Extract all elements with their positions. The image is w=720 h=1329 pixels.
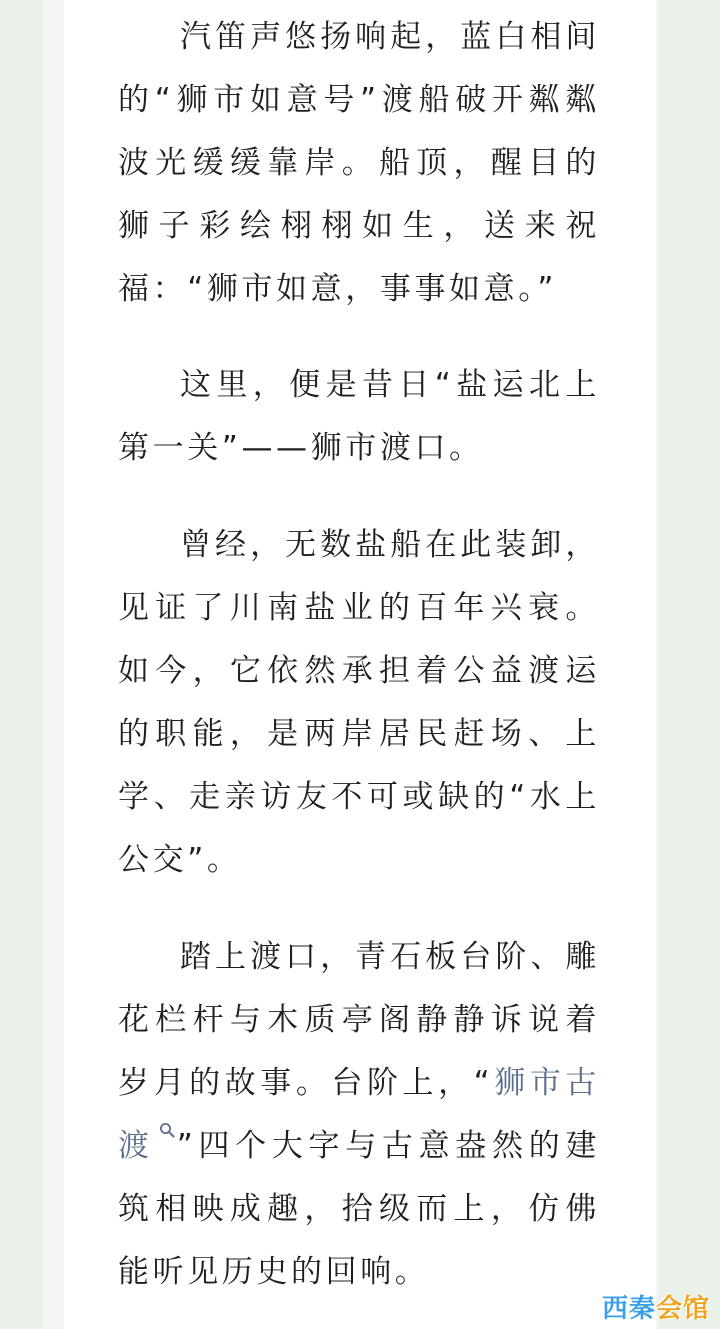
paragraph-text-after-link: ”四个大字与古意盎然的建筑相映成趣，拾级而上，仿佛能听见历史的回响。: [118, 1128, 600, 1290]
paragraph-text-before-link: 踏上渡口，青石板台阶、雕花栏杆与木质亭阁静静诉说着岁月的故事。台阶上，“: [118, 939, 600, 1101]
watermark-text-1: 西秦: [601, 1294, 656, 1324]
paragraph-ferry-steps: [118, 926, 600, 1304]
paragraph-ferry-crossing: 这里，便是昔日“盐运北上第一关”——狮市渡口。: [118, 367, 600, 466]
watermark-logo: [602, 1288, 710, 1325]
search-link-text[interactable]: 狮市古渡: [118, 1065, 600, 1164]
paragraph-salt-history: 曾经，无数盐船在此装卸，见证了川南盐业的百年兴衰。如今，它依然承担着公益渡运的职能，是两岸居民赶场、上学、走亲访友不可或缺的“水上公交”。: [118, 527, 600, 878]
paragraph-ferry-arrival: 汽笛声悠扬响起，蓝白相间的“狮市如意号”渡船破开粼粼波光缓缓靠岸。船顶，醒目的狮子彩绘栩栩如生，送来祝福：“狮市如意，事事如意。”: [118, 19, 600, 307]
search-icon[interactable]: [159, 1122, 175, 1138]
watermark-text-2: 会馆: [655, 1294, 710, 1324]
